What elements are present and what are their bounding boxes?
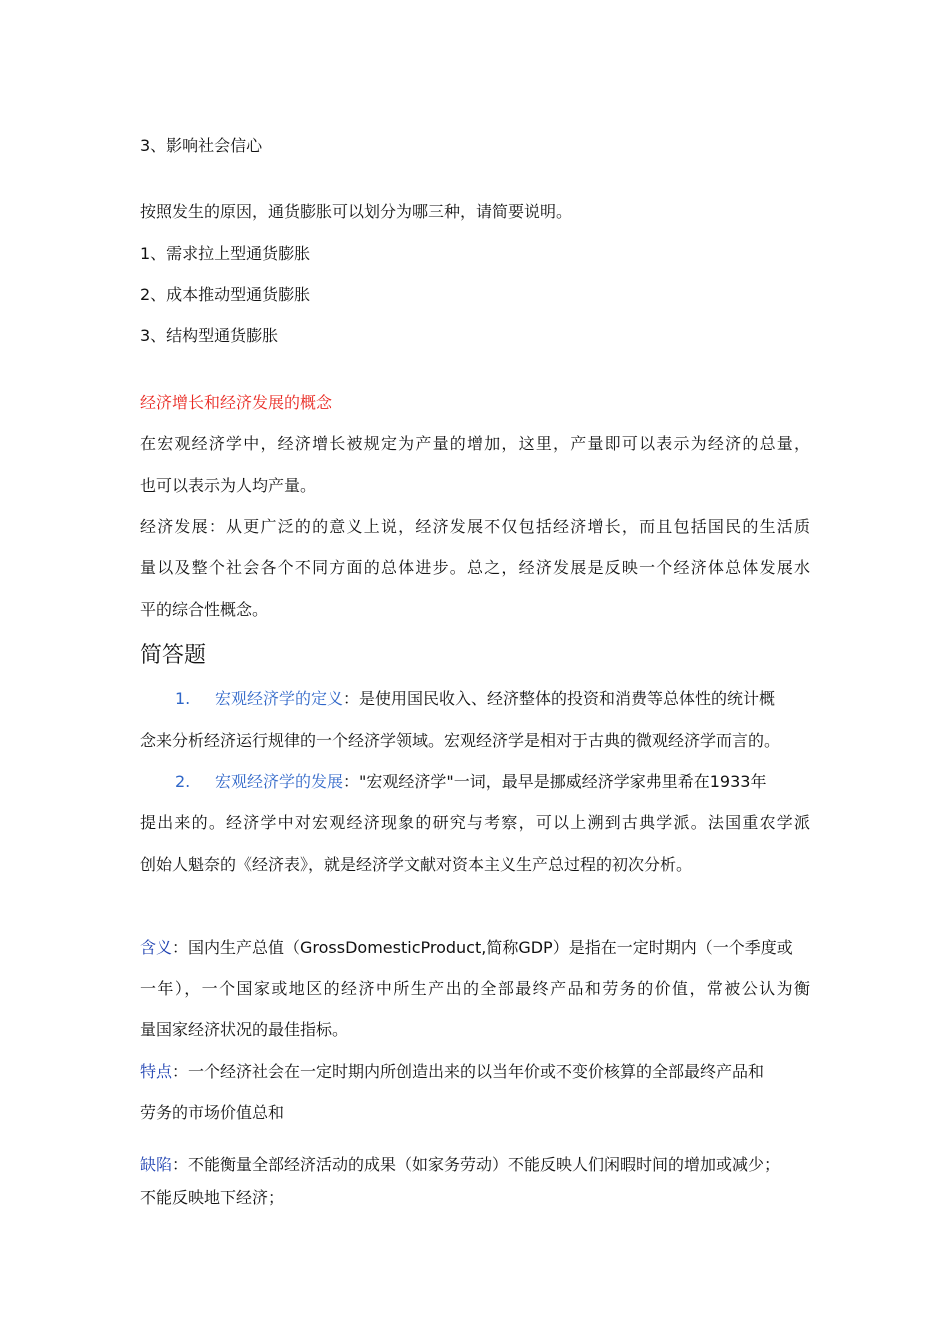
- gdp-defect-label: 缺陷: [140, 1155, 173, 1174]
- development-paragraph-line: 平的综合性概念。: [140, 600, 269, 619]
- question-1-line: [175, 689, 810, 709]
- inflation-type-2: 2、成本推动型通货膨胀: [140, 285, 311, 304]
- question-1-line: 念来分析经济运行规律的一个经济学领域。宏观经济学是相对于古典的微观经济学而言的。: [140, 731, 781, 750]
- question-1-number: 1.: [175, 689, 191, 708]
- question-2-line: 创始人魁奈的《经济表》，就是经济学文献对资本主义生产总过程的初次分析。: [140, 855, 693, 874]
- question-1-text: ：是使用国民收入、经济整体的投资和消费等总体性的统计概: [343, 689, 776, 708]
- question-2-line: 提出来的。经济学中对宏观经济现象的研究与考察，可以上溯到古典学派。法国重农学派: [140, 813, 810, 832]
- gdp-feature-line: 劳务的市场价值总和: [140, 1103, 285, 1122]
- growth-paragraph-line: 在宏观经济学中，经济增长被规定为产量的增加，这里，产量即可以表示为经济的总量，: [140, 434, 810, 453]
- development-paragraph-line: 量以及整个社会各个不同方面的总体进步。总之，经济发展是反映一个经济体总体发展水: [140, 558, 810, 577]
- gdp-meaning-line: [140, 938, 793, 958]
- gdp-feature-text: ：一个经济社会在一定时期内所创造出来的以当年价或不变价核算的全部最终产品和: [172, 1062, 765, 1081]
- gdp-defect-text: ：不能衡量全部经济活动的成果（如家务劳动）不能反映人们闲暇时间的增加或减少；: [172, 1155, 781, 1174]
- short-answer-heading: 简答题: [140, 643, 207, 668]
- growth-paragraph-line: 也可以表示为人均产量。: [140, 476, 317, 495]
- gdp-meaning-label: 含义: [140, 938, 173, 957]
- growth-heading: 经济增长和经济发展的概念: [140, 393, 333, 412]
- question-inflation-types: 按照发生的原因，通货膨胀可以划分为哪三种，请简要说明。: [140, 202, 573, 221]
- inflation-type-3: 3、结构型通货膨胀: [140, 326, 279, 345]
- gdp-feature-label: 特点: [140, 1062, 173, 1081]
- gdp-meaning-text: ：国内生产总值（GrossDomesticProduct,简称GDP）是指在一定时期内（一个季度或: [172, 938, 793, 957]
- gdp-defect-line: 不能反映地下经济；: [140, 1188, 285, 1207]
- gdp-defect-line: [140, 1155, 780, 1175]
- gdp-meaning-line: 一年），一个国家或地区的经济中所生产出的全部最终产品和劳务的价值，常被公认为衡: [140, 979, 810, 998]
- question-2-label: 宏观经济学的发展: [215, 772, 344, 791]
- gdp-feature-line: [140, 1062, 764, 1082]
- item-3-confidence: 3、影响社会信心: [140, 136, 263, 155]
- question-1-label: 宏观经济学的定义: [215, 689, 344, 708]
- gdp-meaning-line: 量国家经济状况的最佳指标。: [140, 1020, 349, 1039]
- development-paragraph-line: 经济发展：从更广泛的的意义上说，经济发展不仅包括经济增长，而且包括国民的生活质: [140, 517, 810, 536]
- inflation-type-1: 1、需求拉上型通货膨胀: [140, 244, 311, 263]
- question-2-text: ："宏观经济学"一词，最早是挪威经济学家弗里希在1933年: [343, 772, 767, 791]
- question-2-number: 2.: [175, 772, 191, 791]
- question-2-line: [175, 772, 810, 792]
